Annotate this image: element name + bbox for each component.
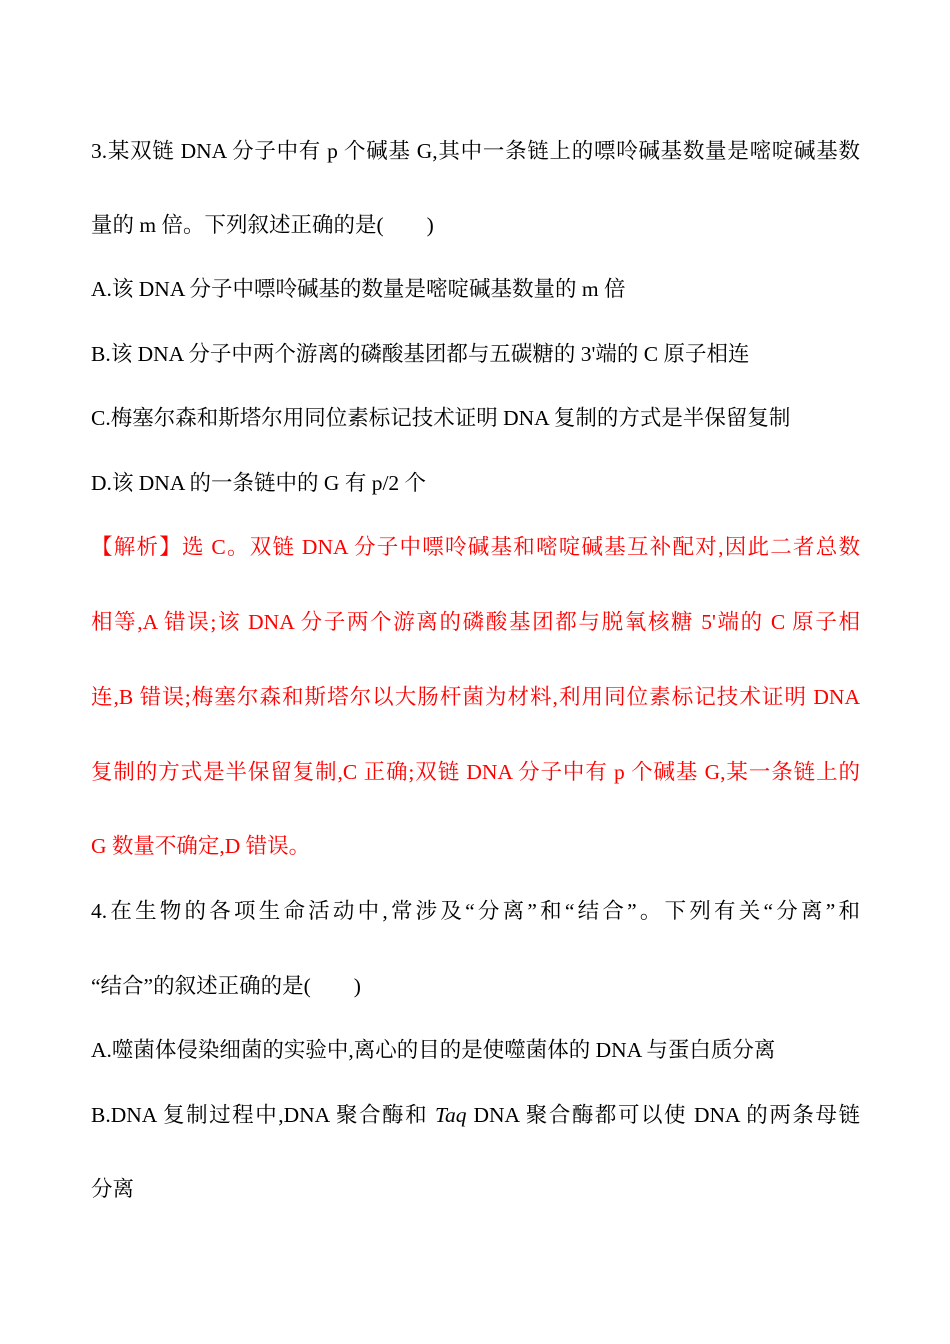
q4-option-b-line-2: 分离 (91, 1177, 135, 1201)
analysis-line-1: 【解析】选 C。双链 DNA 分子中嘌呤碱基和嘧啶碱基互补配对,因此二者总数 (91, 535, 860, 559)
analysis-line-5: G 数量不确定,D 错误。 (91, 834, 311, 858)
q4-option-b-taq: Taq (435, 1103, 467, 1127)
analysis-line-4: 复制的方式是半保留复制,C 正确;双链 DNA 分子中有 p 个碱基 G,某一条链上的 (91, 760, 860, 784)
q4-option-b-post: DNA 聚合酶都可以使 DNA 的两条母链 (466, 1103, 860, 1127)
q4-option-b-line-1 (91, 1100, 860, 1130)
q3-option-c: C.梅塞尔森和斯塔尔用同位素标记技术证明 DNA 复制的方式是半保留复制 (91, 406, 791, 430)
q4-option-a: A.噬菌体侵染细菌的实验中,离心的目的是使噬菌体的 DNA 与蛋白质分离 (91, 1038, 776, 1062)
q3-option-a: A.该 DNA 分子中嘌呤碱基的数量是嘧啶碱基数量的 m 倍 (91, 277, 626, 301)
q3-stem-line-2: 量的 m 倍。下列叙述正确的是( ) (91, 213, 434, 237)
q3-stem-line-1: 3.某双链 DNA 分子中有 p 个碱基 G,其中一条链上的嘌呤碱基数量是嘧啶碱基数 (91, 139, 860, 163)
q4-option-b-pre: B.DNA 复制过程中,DNA 聚合酶和 (91, 1103, 436, 1127)
q3-option-d: D.该 DNA 的一条链中的 G 有 p/2 个 (91, 471, 427, 495)
analysis-line-3: 连,B 错误;梅塞尔森和斯塔尔以大肠杆菌为材料,利用同位素标记技术证明 DNA (91, 685, 860, 709)
q4-stem-line-1: 4.在生物的各项生命活动中,常涉及“分离”和“结合”。下列有关“分离”和 (91, 899, 860, 923)
analysis-line-2: 相等,A 错误;该 DNA 分子两个游离的磷酸基团都与脱氧核糖 5'端的 C 原子相 (91, 610, 860, 634)
q4-stem-line-2: “结合”的叙述正确的是( ) (91, 974, 361, 998)
q3-option-b: B.该 DNA 分子中两个游离的磷酸基团都与五碳糖的 3'端的 C 原子相连 (91, 342, 750, 366)
